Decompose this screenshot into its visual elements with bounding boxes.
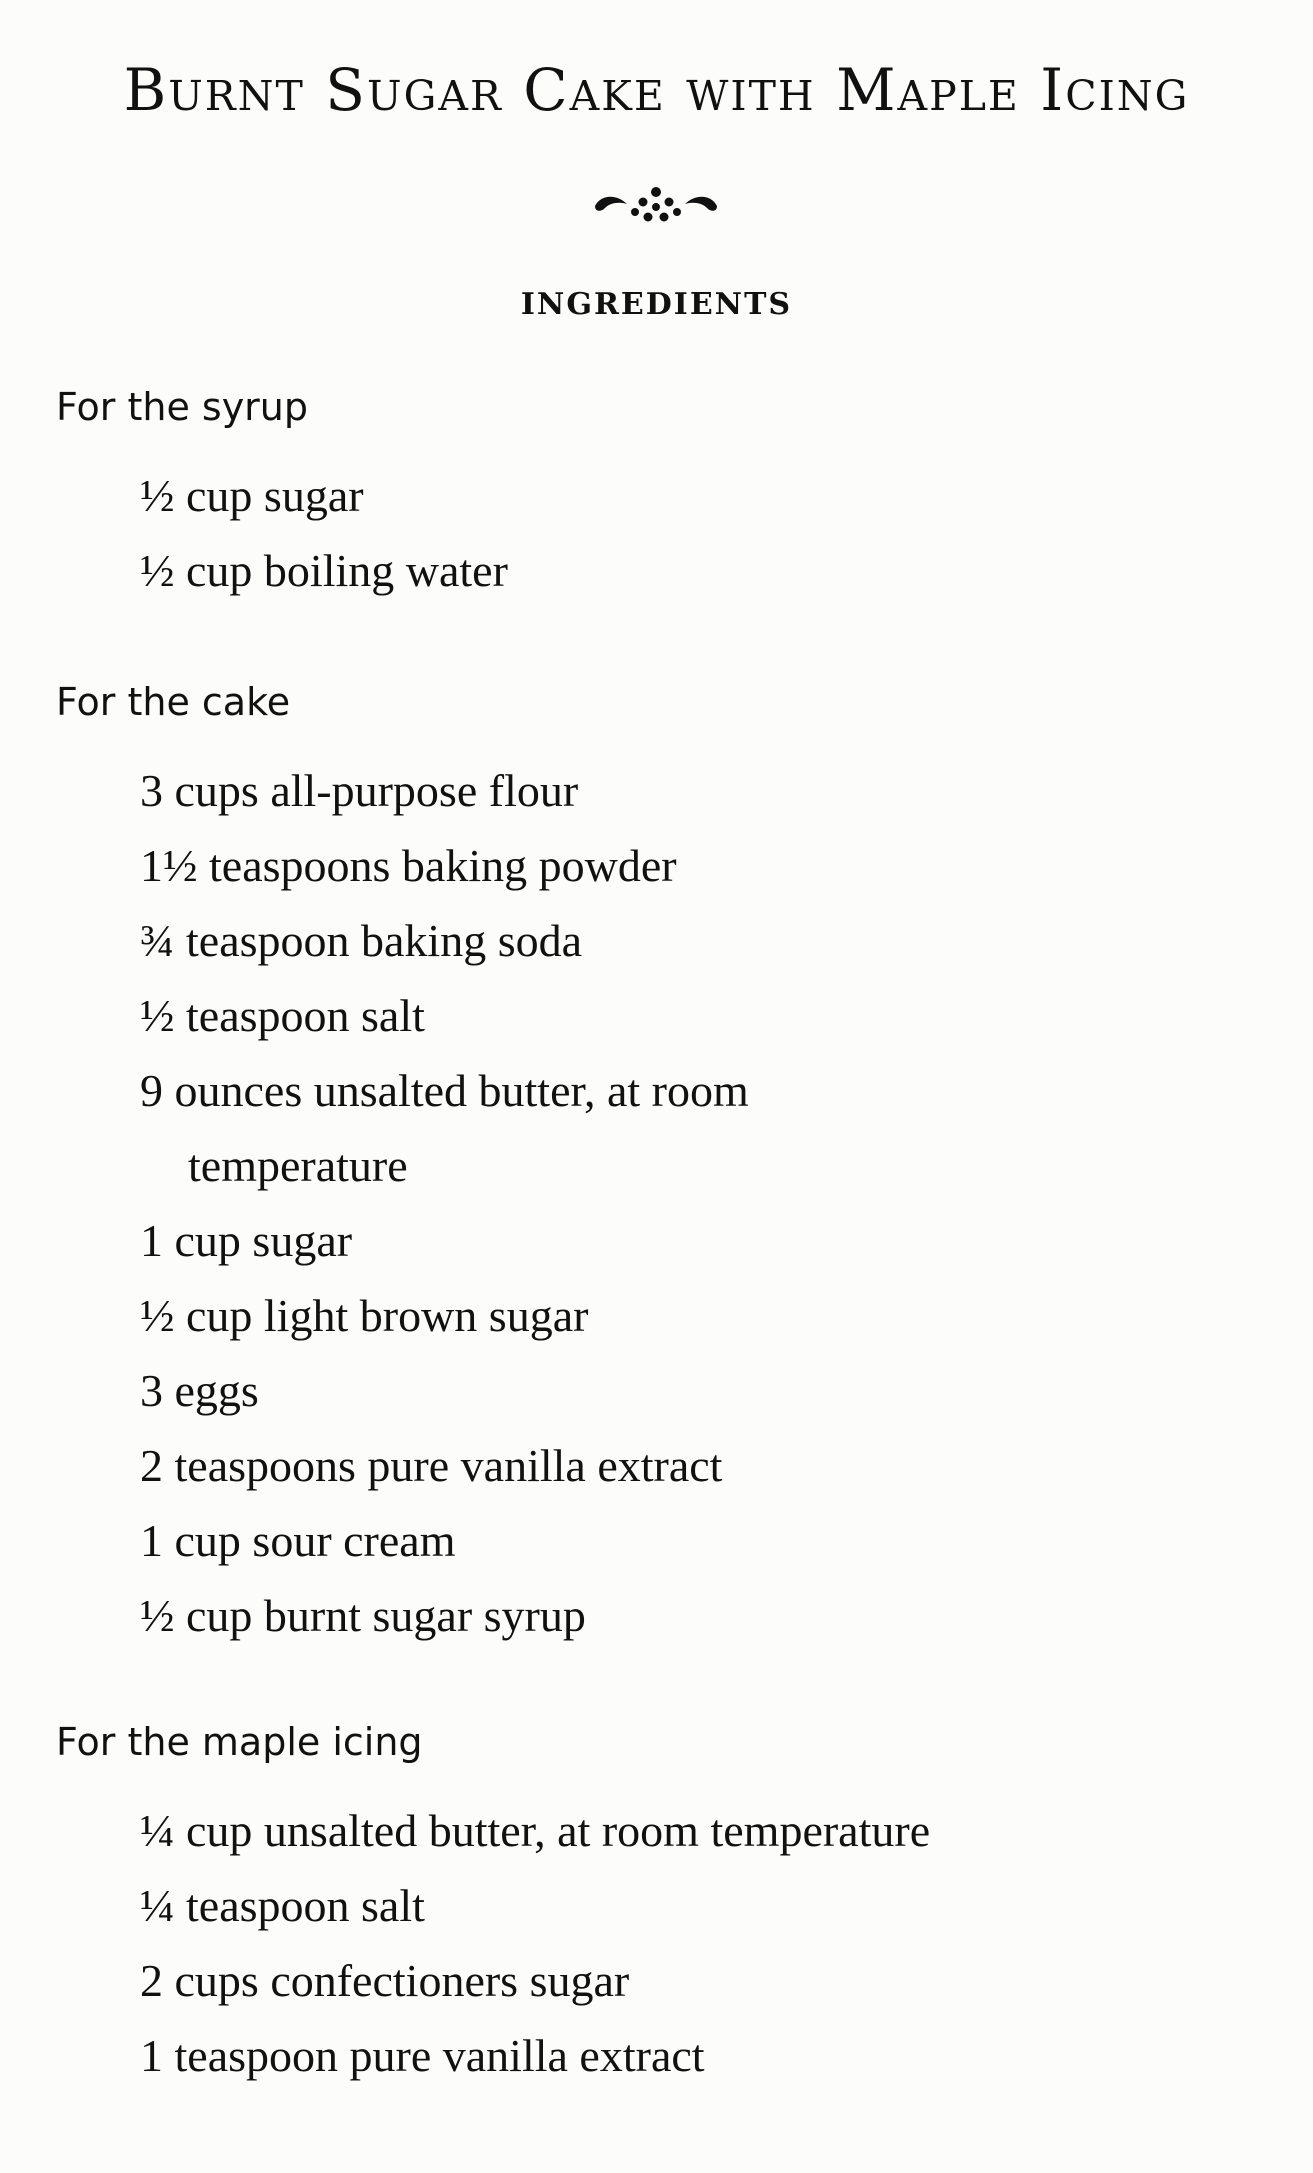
ingredient-item: ½ cup burnt sugar syrup [140, 1590, 586, 1641]
ingredient-list-maple-icing [140, 1793, 930, 2093]
ingredient-item: 1½ teaspoons baking powder [140, 840, 677, 891]
ingredient-item: 2 teaspoons pure vanilla extract [140, 1440, 723, 1491]
ingredient-item: ¼ cup unsalted butter, at room temperature [140, 1805, 931, 1856]
ingredient-list-cake [140, 753, 908, 1653]
ingredient-item: 2 cups confectioners sugar [140, 1955, 630, 2006]
ingredient-item: ½ cup light brown sugar [140, 1290, 589, 1341]
ingredient-item: 3 cups all-purpose flour [140, 765, 579, 816]
ingredient-item: ½ cup sugar [140, 470, 364, 521]
ingredient-item: 1 teaspoon pure vanilla extract [140, 2030, 705, 2081]
recipe-title: Burnt Sugar Cake with Maple Icing [123, 56, 1190, 124]
ingredient-item: 1 cup sour cream [140, 1515, 456, 1566]
section-label-cake: For the cake [56, 680, 291, 724]
fleuron-ornament-icon [591, 180, 721, 228]
ingredient-item: ¾ teaspoon baking soda [140, 915, 583, 966]
ingredient-list-syrup [140, 458, 508, 608]
ingredient-item: ½ teaspoon salt [140, 990, 425, 1041]
ingredient-item: ½ cup boiling water [140, 545, 508, 596]
ingredients-heading: INGREDIENTS [520, 287, 793, 322]
ingredient-item: 9 ounces unsalted butter, at room temperature [140, 1065, 749, 1191]
ingredient-item: 3 eggs [140, 1365, 259, 1416]
section-label-maple-icing: For the maple icing [56, 1720, 423, 1764]
ingredient-item: 1 cup sugar [140, 1215, 353, 1266]
section-label-syrup: For the syrup [56, 385, 309, 429]
ingredient-item: ¼ teaspoon salt [140, 1880, 425, 1931]
